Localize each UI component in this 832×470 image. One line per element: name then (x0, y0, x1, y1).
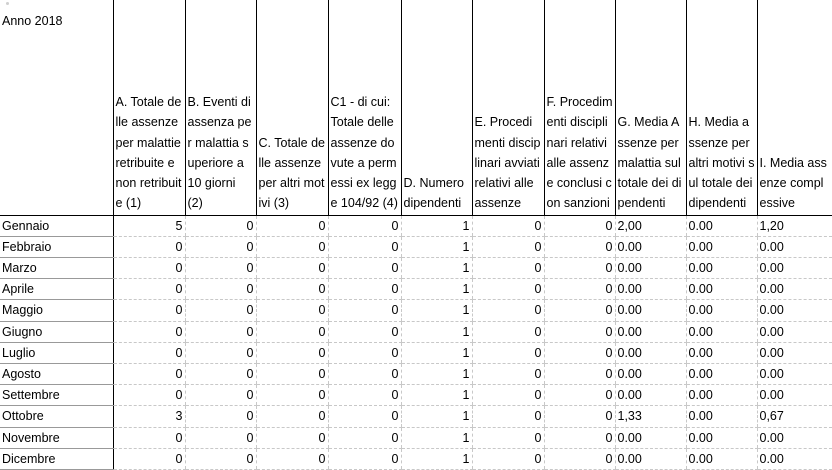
cell-col-e: 0 (472, 448, 544, 469)
cell-col-g: 0.00 (615, 300, 686, 321)
table-row (0, 448, 832, 469)
cell-col-c1: 0 (328, 385, 401, 406)
cell-col-a: 0 (113, 321, 185, 342)
cell-col-h: 0.00 (686, 427, 757, 448)
cell-col-h: 0.00 (686, 321, 757, 342)
header-g-avg-sick-absences: G. Media Assenze per malattia sul totale dei dipendenti (615, 0, 686, 215)
month-label: Ottobre (0, 406, 113, 427)
table-row (0, 300, 832, 321)
cell-col-e: 0 (472, 342, 544, 363)
month-label: Luglio (0, 342, 113, 363)
header-h-avg-other-absences: H. Media assenze per altri motivi sul totale dei dipendenti (686, 0, 757, 215)
cell-col-b: 0 (185, 321, 256, 342)
cell-col-c: 0 (256, 215, 328, 236)
cell-col-b: 0 (185, 427, 256, 448)
cell-col-h: 0.00 (686, 385, 757, 406)
cell-col-g: 1,33 (615, 406, 686, 427)
cell-col-c: 0 (256, 321, 328, 342)
cell-col-c1: 0 (328, 448, 401, 469)
cell-col-h: 0.00 (686, 300, 757, 321)
cell-col-a: 3 (113, 406, 185, 427)
cell-col-h: 0.00 (686, 279, 757, 300)
table-row (0, 215, 832, 236)
cell-col-e: 0 (472, 257, 544, 278)
table-row (0, 406, 832, 427)
table-row (0, 257, 832, 278)
cell-col-f: 0 (544, 342, 615, 363)
cell-col-i: 0.00 (757, 385, 832, 406)
cell-col-d: 1 (401, 215, 472, 236)
header-e-disciplinary-started: E. Procedimenti disciplinari avviati relativi alle assenze (472, 0, 544, 215)
cell-col-g: 0.00 (615, 321, 686, 342)
cell-col-g: 0.00 (615, 448, 686, 469)
month-label: Giugno (0, 321, 113, 342)
cell-col-b: 0 (185, 215, 256, 236)
cell-col-c: 0 (256, 279, 328, 300)
cell-col-f: 0 (544, 406, 615, 427)
month-label: Novembre (0, 427, 113, 448)
header-b-sick-events-over-10-days: B. Eventi di assenza per malattia superiore a 10 giorni (2) (185, 0, 256, 215)
cell-col-i: 0.00 (757, 321, 832, 342)
cell-col-f: 0 (544, 279, 615, 300)
cell-col-c1: 0 (328, 406, 401, 427)
cell-col-c: 0 (256, 342, 328, 363)
cell-col-f: 0 (544, 300, 615, 321)
cell-col-h: 0.00 (686, 215, 757, 236)
cell-col-i: 0.00 (757, 236, 832, 257)
month-label: Marzo (0, 257, 113, 278)
cell-col-h: 0.00 (686, 342, 757, 363)
cell-col-c1: 0 (328, 279, 401, 300)
cell-col-b: 0 (185, 236, 256, 257)
cell-col-b: 0 (185, 279, 256, 300)
month-label: Gennaio (0, 215, 113, 236)
cell-col-h: 0.00 (686, 406, 757, 427)
cell-col-b: 0 (185, 363, 256, 384)
cell-col-d: 1 (401, 279, 472, 300)
table-row (0, 342, 832, 363)
cell-col-g: 0.00 (615, 342, 686, 363)
cell-col-a: 0 (113, 236, 185, 257)
cell-col-f: 0 (544, 321, 615, 342)
cell-col-a: 5 (113, 215, 185, 236)
cell-col-d: 1 (401, 342, 472, 363)
table-row (0, 385, 832, 406)
header-d-employee-count: D. Numero dipendenti (401, 0, 472, 215)
cell-col-d: 1 (401, 406, 472, 427)
cell-col-a: 0 (113, 363, 185, 384)
cell-col-e: 0 (472, 385, 544, 406)
cell-col-f: 0 (544, 363, 615, 384)
cell-col-d: 1 (401, 427, 472, 448)
month-label: Febbraio (0, 236, 113, 257)
cell-col-g: 0.00 (615, 363, 686, 384)
header-i-avg-total-absences: I. Media assenze complessive (757, 0, 832, 215)
cell-col-c1: 0 (328, 342, 401, 363)
table-row (0, 363, 832, 384)
cell-col-e: 0 (472, 406, 544, 427)
cell-col-i: 0,67 (757, 406, 832, 427)
cell-col-c: 0 (256, 427, 328, 448)
cell-col-i: 0.00 (757, 279, 832, 300)
month-label: Agosto (0, 363, 113, 384)
table-row (0, 279, 832, 300)
cell-col-c1: 0 (328, 363, 401, 384)
cell-col-c1: 0 (328, 321, 401, 342)
header-a-total-sick-absences: A. Totale delle assenze per malattie retribuite e non retribuite (1) (113, 0, 185, 215)
cell-col-b: 0 (185, 448, 256, 469)
cell-col-g: 0.00 (615, 257, 686, 278)
header-c-other-absences: C. Totale delle assenze per altri motivi (3) (256, 0, 328, 215)
cell-col-i: 0.00 (757, 257, 832, 278)
cell-col-c: 0 (256, 257, 328, 278)
cell-col-i: 0.00 (757, 342, 832, 363)
cell-col-g: 2,00 (615, 215, 686, 236)
cell-col-c1: 0 (328, 257, 401, 278)
cell-col-f: 0 (544, 215, 615, 236)
cell-col-c1: 0 (328, 427, 401, 448)
cell-col-f: 0 (544, 448, 615, 469)
cell-col-a: 0 (113, 448, 185, 469)
cell-col-d: 1 (401, 363, 472, 384)
cell-col-h: 0.00 (686, 257, 757, 278)
cell-col-b: 0 (185, 406, 256, 427)
cell-col-d: 1 (401, 385, 472, 406)
cell-col-d: 1 (401, 257, 472, 278)
cell-col-g: 0.00 (615, 236, 686, 257)
month-label: Aprile (0, 279, 113, 300)
cell-col-a: 0 (113, 300, 185, 321)
cell-col-c1: 0 (328, 300, 401, 321)
cell-col-f: 0 (544, 385, 615, 406)
cell-col-c: 0 (256, 236, 328, 257)
cell-col-h: 0.00 (686, 363, 757, 384)
cell-col-b: 0 (185, 385, 256, 406)
cell-col-e: 0 (472, 427, 544, 448)
month-label: Dicembre (0, 448, 113, 469)
cell-col-i: 0.00 (757, 363, 832, 384)
year-label: Anno 2018 (2, 14, 63, 28)
cell-col-f: 0 (544, 427, 615, 448)
cell-col-c1: 0 (328, 236, 401, 257)
cell-col-g: 0.00 (615, 385, 686, 406)
cell-col-c: 0 (256, 448, 328, 469)
cell-col-c: 0 (256, 363, 328, 384)
cell-col-c1: 0 (328, 215, 401, 236)
cell-col-e: 0 (472, 363, 544, 384)
cell-col-c: 0 (256, 406, 328, 427)
cell-col-h: 0.00 (686, 448, 757, 469)
table-row (0, 236, 832, 257)
cell-col-i: 0.00 (757, 427, 832, 448)
cell-col-g: 0.00 (615, 279, 686, 300)
cell-col-c: 0 (256, 385, 328, 406)
cell-col-a: 0 (113, 385, 185, 406)
month-label: Settembre (0, 385, 113, 406)
cell-col-h: 0.00 (686, 236, 757, 257)
cell-col-e: 0 (472, 279, 544, 300)
cell-col-g: 0.00 (615, 427, 686, 448)
header-row (0, 0, 832, 215)
table-row (0, 321, 832, 342)
cell-col-e: 0 (472, 236, 544, 257)
cell-col-i: 0.00 (757, 300, 832, 321)
cell-col-d: 1 (401, 321, 472, 342)
cell-col-d: 1 (401, 300, 472, 321)
cell-col-f: 0 (544, 236, 615, 257)
cell-col-a: 0 (113, 279, 185, 300)
cell-col-e: 0 (472, 300, 544, 321)
cell-col-f: 0 (544, 257, 615, 278)
cell-col-b: 0 (185, 257, 256, 278)
cell-col-i: 1,20 (757, 215, 832, 236)
header-c1-law-104-permits: C1 - di cui: Totale delle assenze dovute a permessi ex legge 104/92 (4) (328, 0, 401, 215)
table-row (0, 427, 832, 448)
cell-col-b: 0 (185, 342, 256, 363)
cell-col-d: 1 (401, 236, 472, 257)
header-f-disciplinary-sanctioned: F. Procedimenti disciplinari relativi alle assenze conclusi con sanzioni (544, 0, 615, 215)
month-label: Maggio (0, 300, 113, 321)
cell-col-a: 0 (113, 257, 185, 278)
cell-col-a: 0 (113, 427, 185, 448)
cell-col-a: 0 (113, 342, 185, 363)
cell-col-e: 0 (472, 215, 544, 236)
cell-col-c: 0 (256, 300, 328, 321)
cell-col-d: 1 (401, 448, 472, 469)
cell-col-e: 0 (472, 321, 544, 342)
cell-col-b: 0 (185, 300, 256, 321)
cell-col-i: 0.00 (757, 448, 832, 469)
